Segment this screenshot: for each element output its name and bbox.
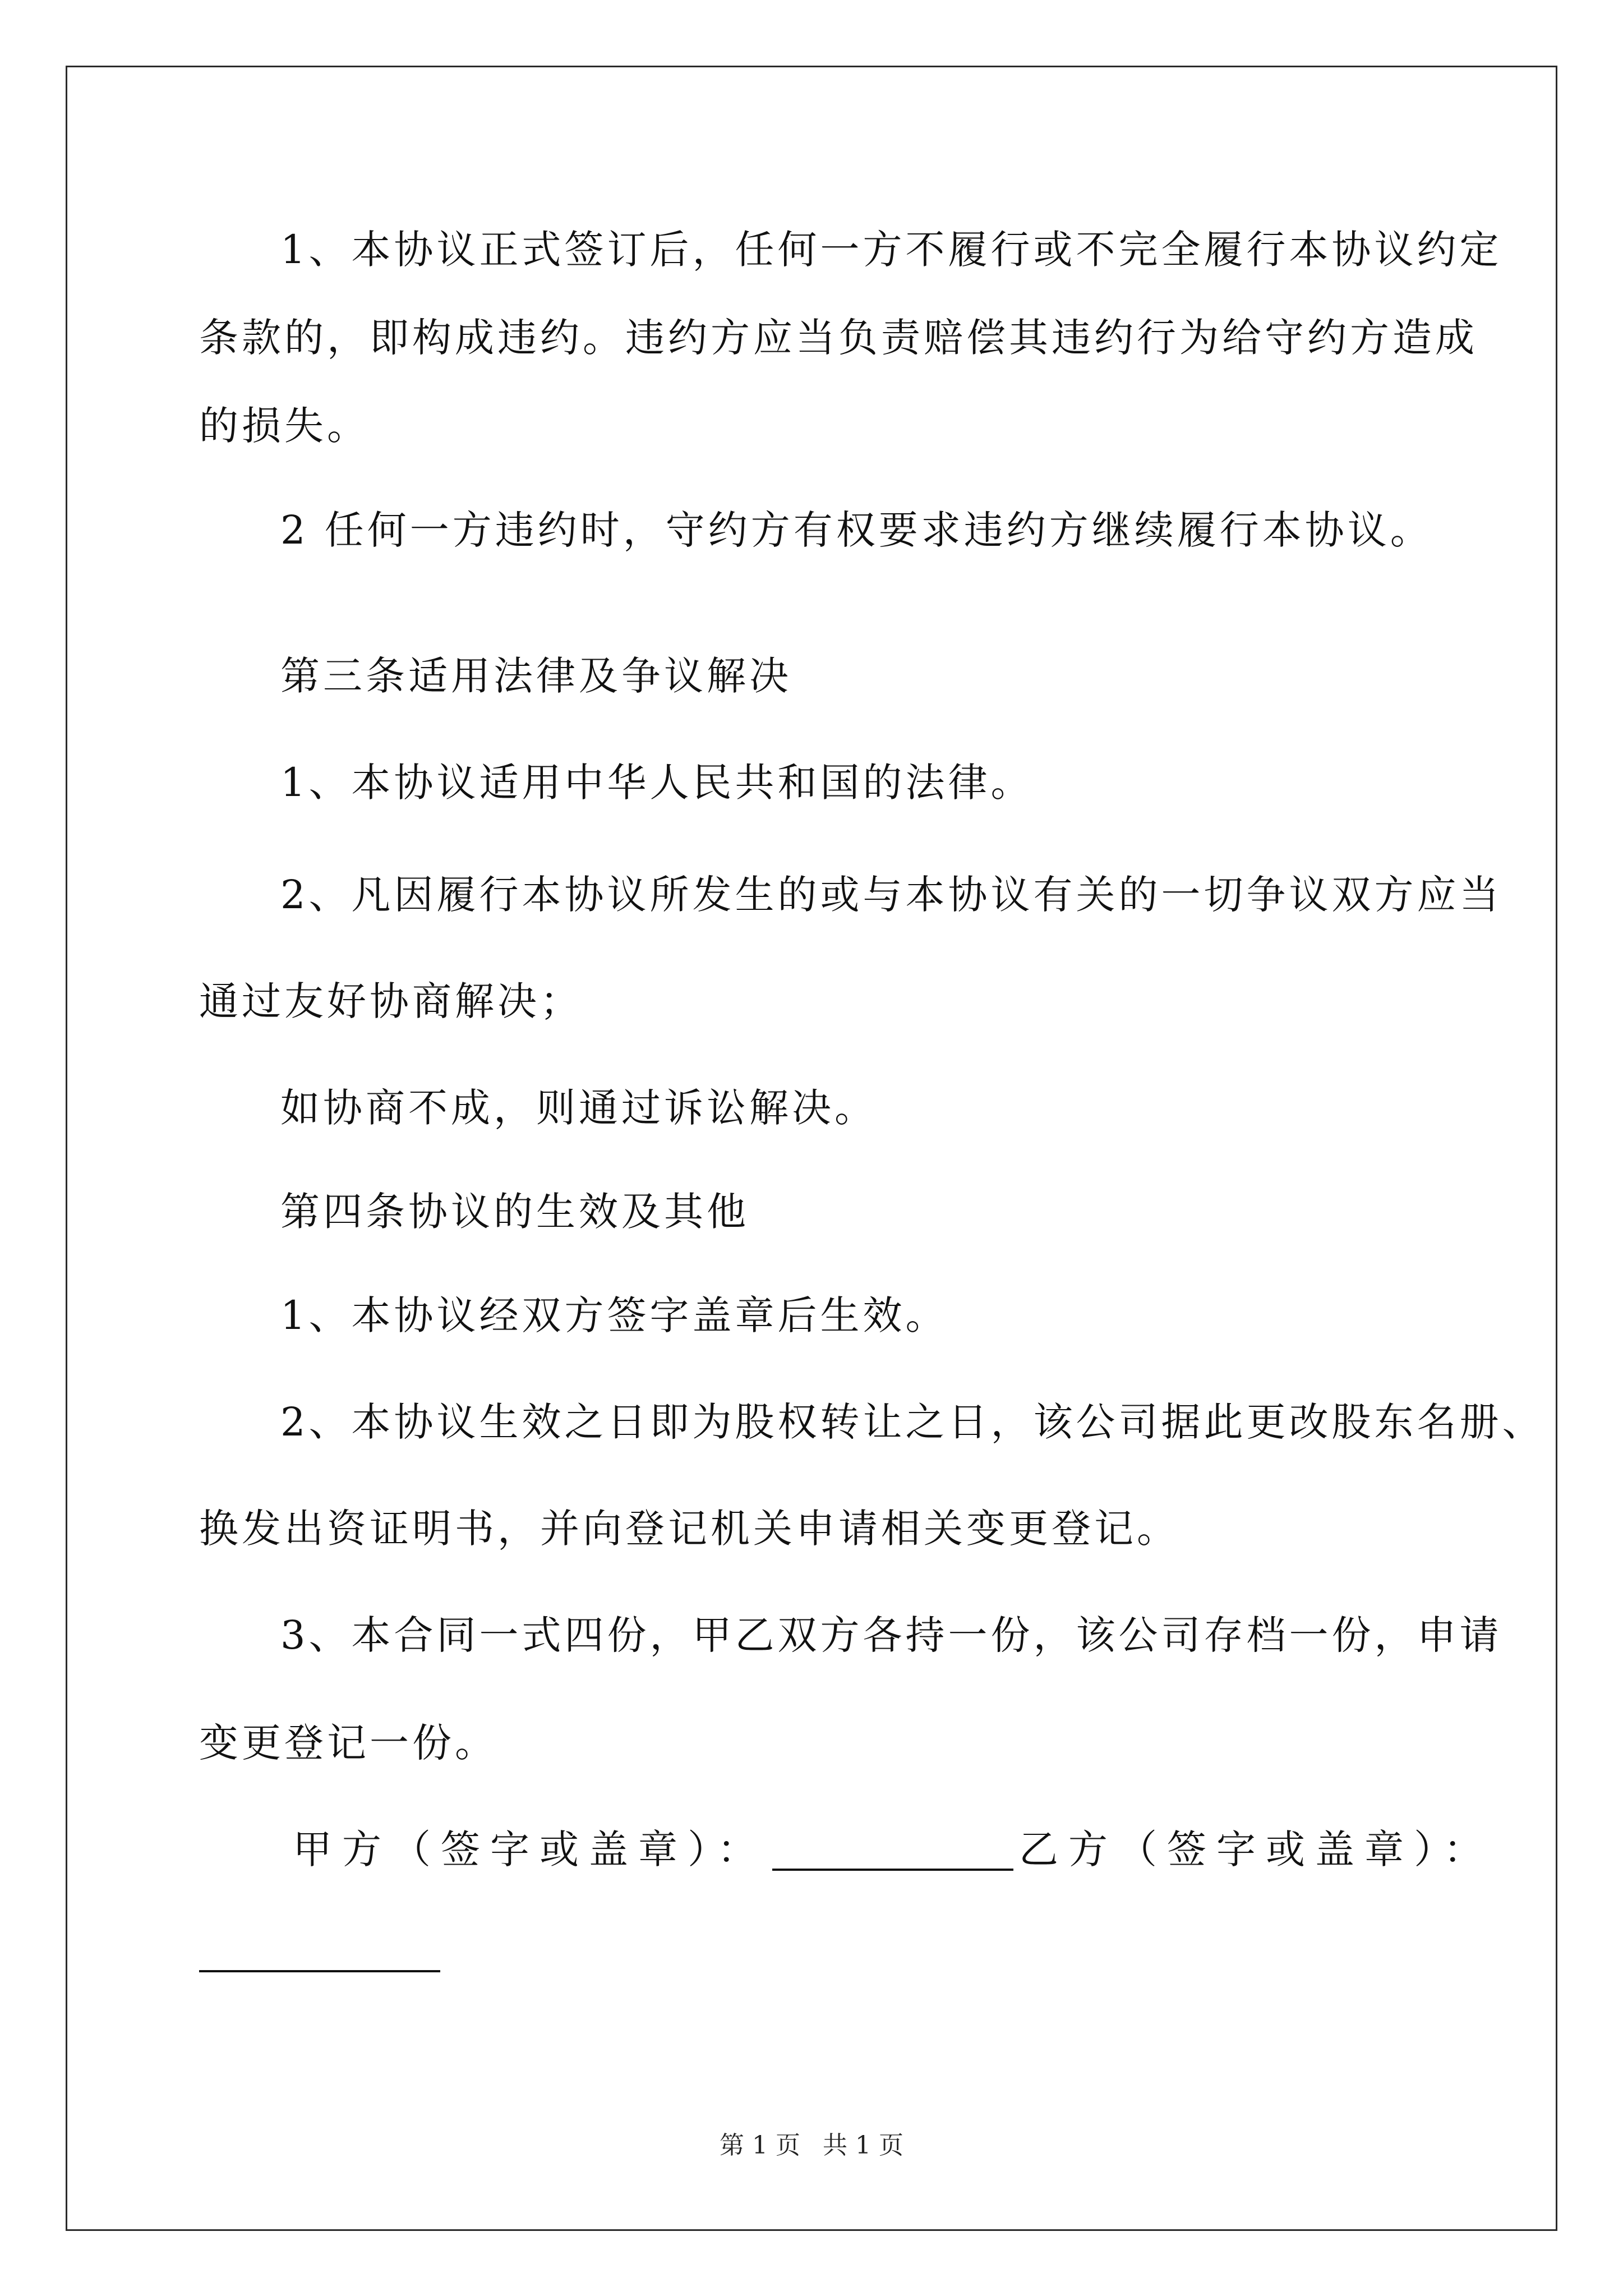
clause-4-item-3-line-2: 变更登记一份。 xyxy=(199,1720,497,1766)
page-number: 第 1 页 xyxy=(720,2131,800,2160)
clause-2-item-1-line-2: 条款的，即构成违约。违约方应当负责赔偿其违约行为给守约方造成 xyxy=(199,315,1478,361)
clause-2-item-1-line-3: 的损失。 xyxy=(199,403,370,449)
clause-3-item-1: 1、本协议适用中华人民共和国的法律。 xyxy=(280,760,1034,806)
party-b-signature-label: 乙方（签字或盖章）： xyxy=(1019,1826,1493,1872)
party-b-signature-line[interactable] xyxy=(199,1970,440,1972)
page-total: 共 1 页 xyxy=(823,2131,903,2160)
clause-4-item-1: 1、本协议经双方签字盖章后生效。 xyxy=(280,1292,948,1338)
party-a-signature-line[interactable] xyxy=(772,1869,1013,1871)
section-heading-article-4: 第四条协议的生效及其他 xyxy=(280,1189,749,1235)
page-border xyxy=(66,66,1557,2231)
clause-4-item-2-line-1: 2、本协议生效之日即为股权转让之日，该公司据此更改股东名册、 xyxy=(280,1399,1545,1445)
clause-4-item-2-line-2: 换发出资证明书，并向登记机关申请相关变更登记。 xyxy=(199,1506,1179,1552)
clause-3-item-2-line-3: 如协商不成，则通过诉讼解决。 xyxy=(280,1085,877,1131)
page-footer xyxy=(0,2125,1623,2161)
clause-4-item-3-line-1: 3、本合同一式四份，甲乙双方各持一份，该公司存档一份，申请 xyxy=(280,1612,1502,1658)
clause-3-item-2-line-2: 通过友好协商解决； xyxy=(199,978,583,1024)
clause-3-item-2-line-1: 2、凡因履行本协议所发生的或与本协议有关的一切争议双方应当 xyxy=(280,872,1502,918)
clause-2-item-2: 2 任何一方违约时，守约方有权要求违约方继续履行本协议。 xyxy=(280,507,1433,553)
signature-row xyxy=(293,1826,1493,1872)
party-a-signature-label: 甲方（签字或盖章）： xyxy=(293,1826,767,1872)
clause-2-item-1-line-1: 1、本协议正式签订后，任何一方不履行或不完全履行本协议约定 xyxy=(280,227,1502,273)
section-heading-article-3: 第三条适用法律及争议解决 xyxy=(280,653,792,699)
